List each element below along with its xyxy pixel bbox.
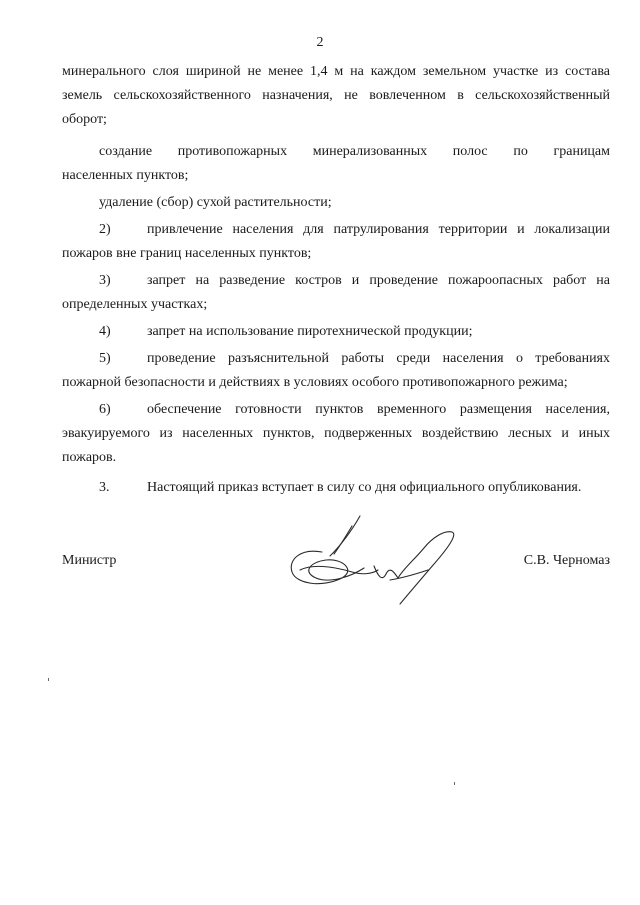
signatory-name: С.В. Черномаз <box>523 553 610 568</box>
page-number: 2 <box>316 35 324 50</box>
item-number: 6) <box>99 402 111 417</box>
intro-line-1: минерального слоя шириной не менее 1,4 м на каждом земельном участке из состава <box>62 64 610 79</box>
item-text-continuation: пожарной безопасности и действиях в условиях особого противопожарного режима; <box>62 375 568 390</box>
item-text-continuation: определенных участках; <box>62 297 208 312</box>
bullet-1-line-1: создание противопожарных минерализованных полос по границам <box>99 144 610 159</box>
list-item <box>62 269 610 317</box>
item-number: 5) <box>99 351 111 366</box>
scan-speck <box>454 782 455 785</box>
item-text-first-line: проведение разъяснительной работы среди населения о требованиях <box>147 351 610 366</box>
bullet-minerals <box>62 140 610 188</box>
document-body <box>62 60 610 503</box>
item-number: 2) <box>99 222 111 237</box>
scan-speck <box>48 678 49 681</box>
item-text-first-line: привлечение населения для патрулирования территории и локализации <box>147 222 610 237</box>
item-number: 4) <box>99 324 111 339</box>
list-item <box>62 218 610 266</box>
clause-number: 3. <box>99 480 110 495</box>
item-text-first-line: запрет на использование пиротехнической продукции; <box>147 324 473 339</box>
intro-line-2: земель сельскохозяйственного назначения, не вовлеченном в сельскохозяйственный <box>62 88 610 103</box>
list-item <box>62 347 610 395</box>
list-item <box>62 398 610 470</box>
list-item <box>62 320 610 344</box>
bullet-1-line-2: населенных пунктов; <box>62 168 189 183</box>
bullet-vegetation: удаление (сбор) сухой растительности; <box>99 195 332 210</box>
intro-line-3: оборот; <box>62 112 107 127</box>
intro-paragraph <box>62 60 610 132</box>
item-text-continuation: пожаров вне границ населенных пунктов; <box>62 246 312 261</box>
item-text-first-line: запрет на разведение костров и проведение пожароопасных работ на <box>147 273 610 288</box>
item-text-first-line: обеспечение готовности пунктов временного размещения населения, <box>147 402 610 417</box>
clause-text: Настоящий приказ вступает в силу со дня официального опубликования. <box>147 480 582 495</box>
item-number: 3) <box>99 273 111 288</box>
item-text-continuation: эвакуируемого из населенных пунктов, подверженных воздействию лесных и иных пожаров. <box>62 426 610 465</box>
clause-3 <box>62 476 610 500</box>
handwritten-signature <box>282 508 472 608</box>
signatory-position: Министр <box>62 553 117 568</box>
